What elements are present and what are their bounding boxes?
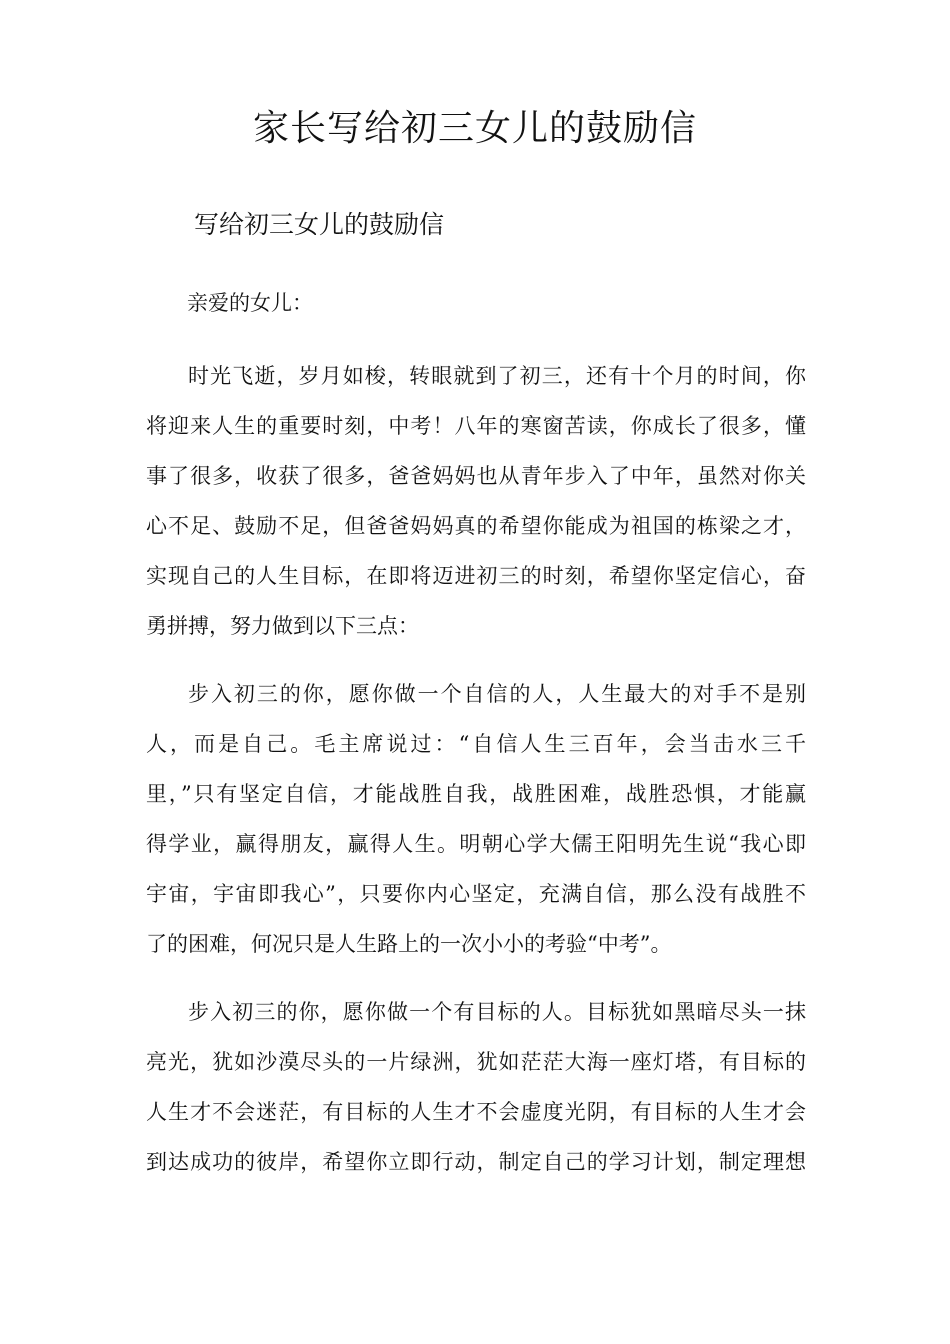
paragraph-line: 步入初三的你，愿你做一个自信的人，人生最大的对手不是别: [188, 682, 806, 706]
paragraph-line: 将迎来人生的重要时刻，中考！八年的寒窗苦读，你成长了很多，懂: [146, 414, 806, 438]
paragraph-line: 步入初三的你，愿你做一个有目标的人。目标犹如黑暗尽头一抹: [188, 1000, 806, 1024]
paragraph-line: 得学业，赢得朋友，赢得人生。明朝心学大儒王阳明先生说“我心即: [146, 832, 806, 856]
salutation: 亲爱的女儿：: [187, 291, 313, 315]
paragraph-line: 亮光，犹如沙漠尽头的一片绿洲，犹如茫茫大海一座灯塔，有目标的: [146, 1050, 806, 1074]
paragraph-line: 宇宙，宇宙即我心”，只要你内心坚定，充满自信，那么没有战胜不: [146, 882, 806, 906]
paragraph-line: 事了很多，收获了很多，爸爸妈妈也从青年步入了中年，虽然对你关: [146, 464, 806, 488]
paragraph-line: 实现自己的人生目标，在即将迈进初三的时刻，希望你坚定信心，奋: [146, 564, 806, 588]
letter-subtitle: 写给初三女儿的鼓励信: [194, 210, 445, 239]
document-title: 家长写给初三女儿的鼓励信: [252, 108, 697, 149]
paragraph-line: 人生才不会迷茫，有目标的人生才不会虚度光阴，有目标的人生才会: [146, 1100, 806, 1124]
paragraph-line: 人，而是自己。毛主席说过：“自信人生三百年，会当击水三千: [146, 732, 806, 756]
paragraph-line: 勇拼搏，努力做到以下三点：: [146, 614, 419, 638]
paragraph-line: 了的困难，何况只是人生路上的一次小小的考验“中考”。: [146, 932, 672, 956]
paragraph-line: 心不足、鼓励不足，但爸爸妈妈真的希望你能成为祖国的栋梁之才，: [146, 514, 806, 538]
paragraph-line: 里，”只有坚定自信，才能战胜自我，战胜困难，战胜恐惧，才能赢: [146, 782, 806, 806]
paragraph-line: 到达成功的彼岸，希望你立即行动，制定自己的学习计划，制定理想: [146, 1150, 806, 1174]
paragraph-line: 时光飞逝，岁月如梭，转眼就到了初三，还有十个月的时间，你: [188, 364, 806, 388]
paragraph-2: [146, 669, 806, 969]
paragraph-3: [146, 987, 806, 1187]
paragraph-1: [146, 351, 806, 651]
